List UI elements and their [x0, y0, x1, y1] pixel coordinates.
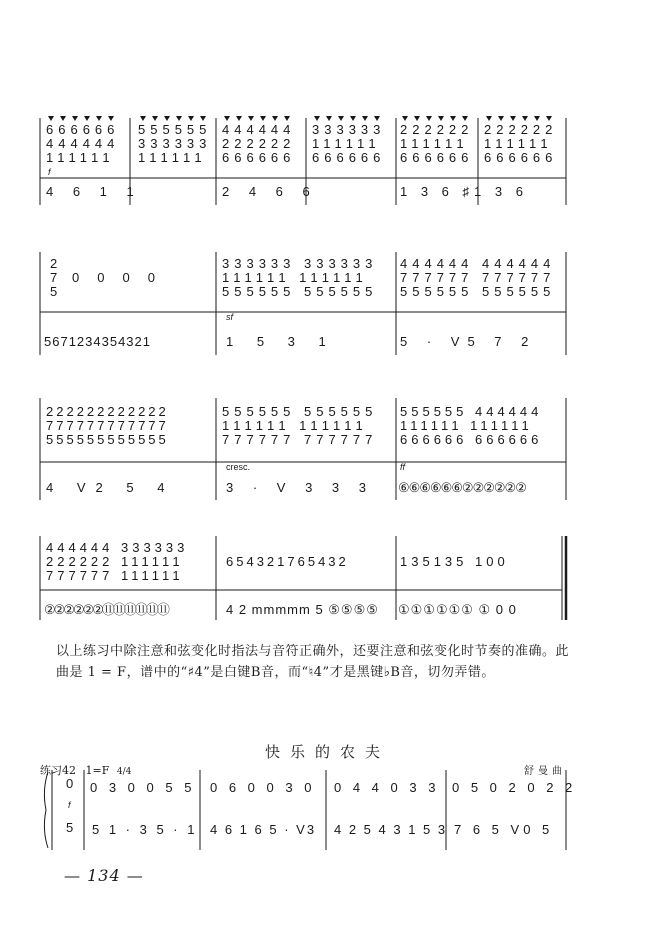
svg-text:555555 555555: 555555 555555: [222, 284, 378, 299]
system-1: [46, 122, 557, 199]
dynamic-sf: sf: [226, 312, 234, 322]
svg-text:444444 444444: 444444 444444: [400, 256, 556, 271]
exercise-header: [40, 762, 131, 778]
svg-text:0 6 0 0 3 0: 0 6 0 0 3 0: [210, 780, 316, 795]
composer: 舒曼曲: [524, 766, 566, 777]
svg-text:5: 5: [50, 284, 58, 299]
svg-text:111111: 111111: [46, 150, 115, 165]
svg-text:222222: 222222: [222, 136, 296, 151]
svg-text:111111 111111: 111111 111111: [222, 270, 368, 285]
svg-text:444444: 444444: [222, 122, 296, 137]
svg-text:222222 111111: 222222 111111: [46, 554, 184, 569]
bass-15: 4 2 5 4 3 1 5 3: [334, 822, 448, 837]
bass-13: 5 1 · 3 5 · 1: [92, 822, 198, 837]
svg-text:666666: 666666: [400, 150, 474, 165]
bass-2: 2 4 6 6: [222, 184, 318, 199]
triangle-markers-row1: [48, 116, 552, 121]
key-signature: 1=F: [85, 764, 110, 777]
svg-text:0 3 0 0 5 5: 0 3 0 0 5 5: [90, 780, 196, 795]
bass-1: 4 6 1 1: [46, 184, 142, 199]
svg-text:333333: 333333: [312, 122, 386, 137]
bass-16: 7 6 5 V0 5: [454, 822, 554, 837]
bass-7: 4 V2 5 4: [46, 480, 175, 495]
dynamic-f-2: f: [68, 800, 71, 810]
svg-text:0: 0: [66, 776, 74, 791]
svg-text:111111: 111111: [138, 150, 207, 165]
svg-text:555555 555555: 555555 555555: [222, 404, 378, 419]
instruction-paragraph: [56, 641, 584, 683]
row1-upper-1: 666666: [46, 122, 120, 137]
svg-text:222222: 222222: [400, 122, 474, 137]
svg-text:777777 777777: 777777 777777: [222, 432, 378, 447]
svg-text:777777 777777: 777777 777777: [400, 270, 556, 285]
svg-text:444444 333333: 444444 333333: [46, 540, 189, 555]
svg-text:7: 7: [50, 270, 58, 285]
paragraph-line-2: 曲是 1 = F，谱中的“♯4”是白键B音，而“♮4”才是黑键♭B音，切勿弄错。: [56, 665, 495, 680]
svg-text:666666: 666666: [222, 150, 296, 165]
svg-text:222222: 222222: [484, 122, 558, 137]
bass-8: 3 · V 3 3 3: [226, 480, 374, 495]
svg-text:777777 111111: 777777 111111: [46, 568, 184, 583]
exercise-label: 练习42: [40, 764, 76, 777]
svg-text:5: 5: [66, 820, 74, 835]
svg-text:0 4 4 0 3 3: 0 4 4 0 3 3: [334, 780, 440, 795]
bass-6: 5 · V5 7 2: [400, 334, 537, 349]
svg-text:135135 100: 135135 100: [400, 554, 509, 569]
svg-text:222222222222: 222222222222: [46, 404, 169, 419]
svg-text:666666: 666666: [312, 150, 386, 165]
svg-text:666666: 666666: [484, 150, 558, 165]
svg-text:111111 111111: 111111 111111: [400, 418, 533, 433]
svg-text:2: 2: [50, 256, 58, 271]
system-4: [44, 540, 517, 617]
svg-text:666666 666666: 666666 666666: [400, 432, 543, 447]
svg-text:111111 111111: 111111 111111: [222, 418, 368, 433]
svg-text:111111: 111111: [484, 136, 553, 151]
bass-4: 5671234354321: [44, 334, 151, 349]
dynamic-f: f: [48, 167, 51, 177]
page-number: — 134 —: [64, 866, 144, 885]
bass-11: 4 2 mmmmm 5 ⑤⑤⑤⑤: [226, 602, 379, 617]
svg-text:0 5 0 2 0 2 2: 0 5 0 2 0 2 2: [452, 780, 577, 795]
svg-text:654321765432: 654321765432: [226, 554, 349, 569]
time-signature: 4/4: [116, 767, 132, 777]
svg-text:111111: 111111: [312, 136, 381, 151]
piece-title: 快乐的农夫: [264, 743, 390, 761]
bass-3: 1 3 6 ♯1 3 6: [400, 184, 528, 199]
bass-12: ①①①①①① ① 0 0: [398, 602, 517, 617]
system-2: [44, 256, 555, 349]
svg-text:555555555555: 555555555555: [46, 432, 169, 447]
bass-5: 1 5 3 1: [226, 334, 336, 349]
svg-text:555555 555555: 555555 555555: [400, 284, 556, 299]
svg-text:0000: 0000: [72, 270, 173, 285]
bass-14: 4 6 1 6 5 · V3: [210, 822, 317, 837]
svg-text:111111: 111111: [400, 136, 469, 151]
system-5: [66, 776, 576, 837]
system-3: [46, 404, 542, 495]
paragraph-line-1: 以上练习中除注意和弦变化时指法与音符正确外，还要注意和弦变化时节奏的准确。此: [56, 644, 570, 659]
dynamic-ff: ff: [400, 462, 406, 472]
svg-text:333333 333333: 333333 333333: [222, 256, 378, 271]
svg-text:555555 444444: 555555 444444: [400, 404, 543, 419]
bass-9: ⑥⑥⑥⑥⑥⑥②②②②②②: [398, 480, 526, 495]
svg-text:777777777777: 777777777777: [46, 418, 169, 433]
dynamic-cresc: cresc.: [226, 462, 251, 472]
svg-text:444444: 444444: [46, 136, 120, 151]
bass-10: ②②②②②②⑪⑪⑪⑪⑪⑪: [44, 602, 168, 617]
svg-text:333333: 333333: [138, 136, 212, 151]
svg-text:555555: 555555: [138, 122, 212, 137]
